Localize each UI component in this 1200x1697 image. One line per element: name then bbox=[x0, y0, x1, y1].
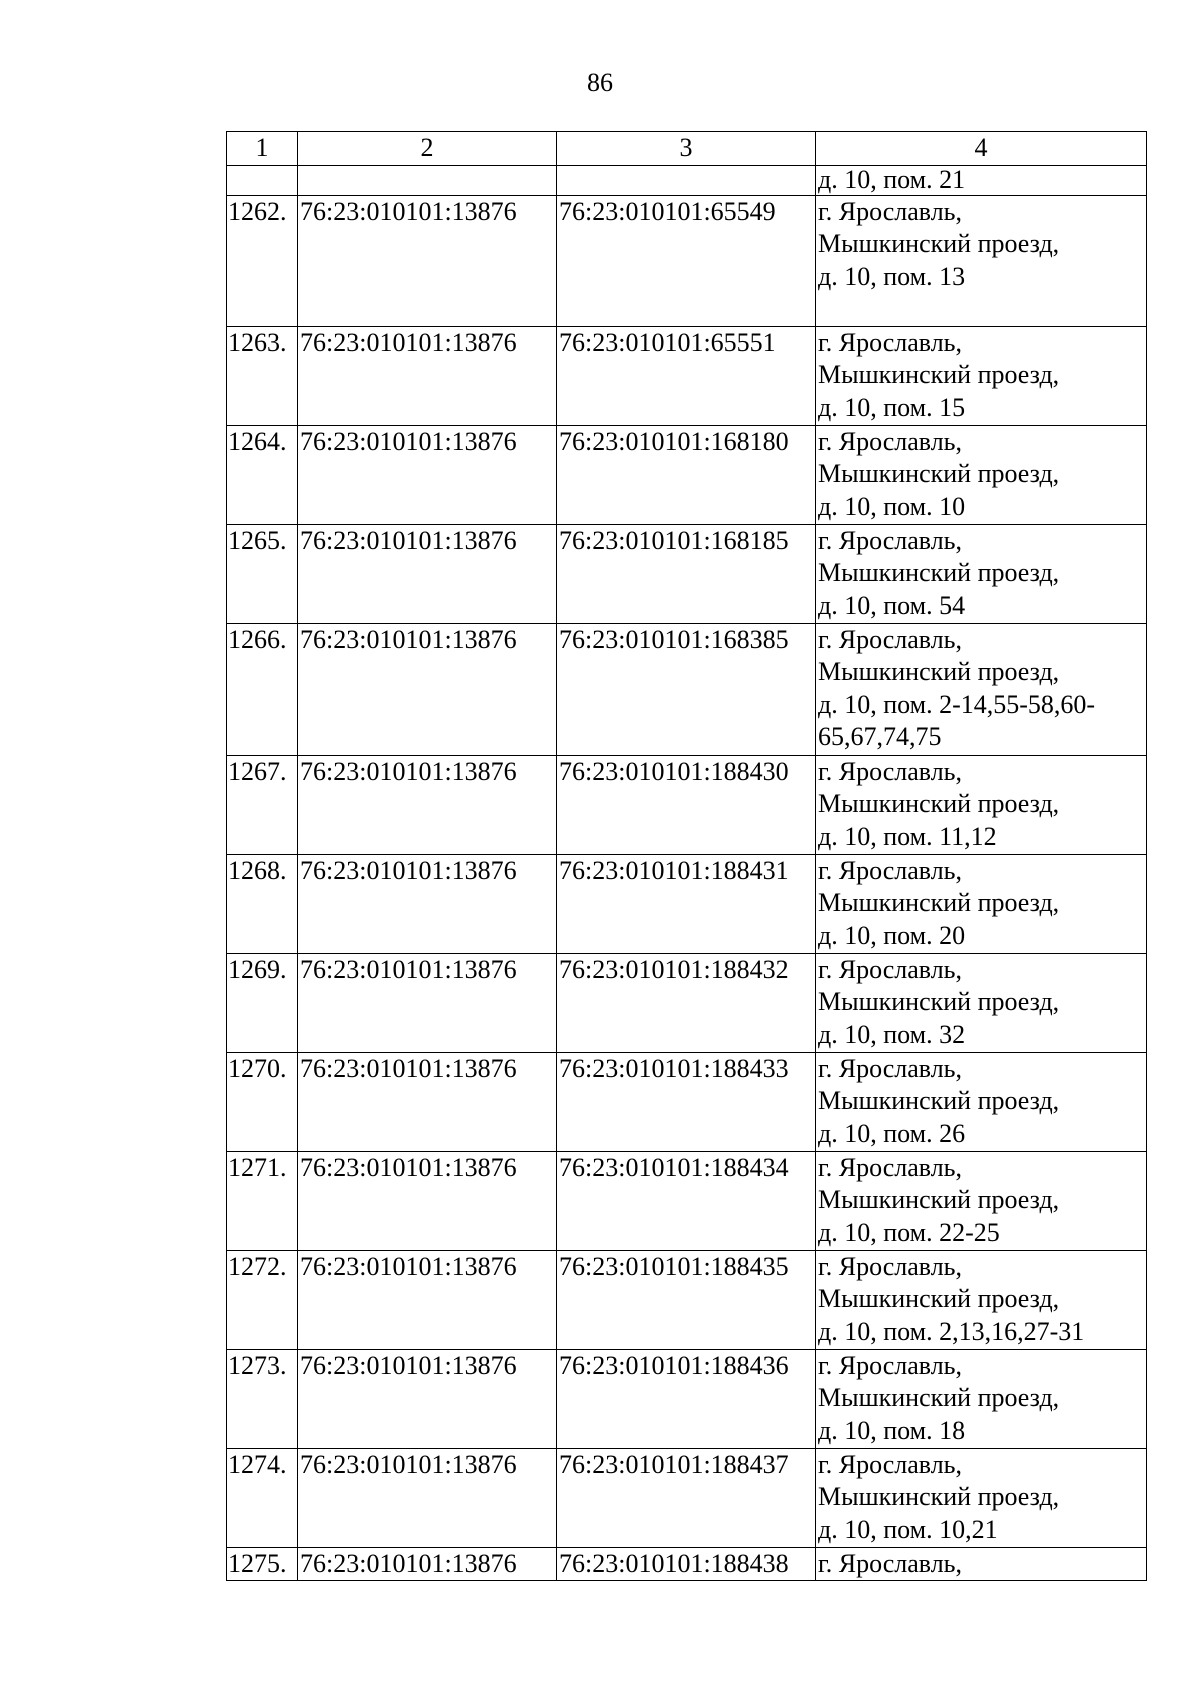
object-cadastral-number: 76:23:010101:168185 bbox=[557, 524, 816, 623]
parcel-cadastral-number: 76:23:010101:13876 bbox=[298, 1349, 557, 1448]
table-row bbox=[227, 953, 1147, 1052]
parcel-cadastral-number: 76:23:010101:13876 bbox=[298, 195, 557, 326]
parcel-cadastral-number: 76:23:010101:13876 bbox=[298, 1250, 557, 1349]
address: г. Ярославль, Мышкинский проезд, д. 10, пом. 11,12 bbox=[816, 755, 1147, 854]
table-row bbox=[227, 1448, 1147, 1547]
object-cadastral-number: 76:23:010101:188437 bbox=[557, 1448, 816, 1547]
table-row bbox=[227, 1547, 1147, 1581]
object-cadastral-number: 76:23:010101:188438 bbox=[557, 1547, 816, 1581]
object-cadastral-number: 76:23:010101:65551 bbox=[557, 326, 816, 425]
row-number: 1262. bbox=[227, 195, 298, 326]
parcel-cadastral-number: 76:23:010101:13876 bbox=[298, 755, 557, 854]
object-cadastral-number: 76:23:010101:188433 bbox=[557, 1052, 816, 1151]
table-row bbox=[227, 524, 1147, 623]
row-number: 1272. bbox=[227, 1250, 298, 1349]
object-cadastral-number: 76:23:010101:168180 bbox=[557, 425, 816, 524]
row-number bbox=[227, 165, 298, 195]
parcel-cadastral-number bbox=[298, 165, 557, 195]
row-number: 1263. bbox=[227, 326, 298, 425]
address: г. Ярославль, bbox=[816, 1547, 1147, 1581]
parcel-cadastral-number: 76:23:010101:13876 bbox=[298, 854, 557, 953]
row-number: 1274. bbox=[227, 1448, 298, 1547]
header-row bbox=[227, 132, 1147, 166]
object-cadastral-number: 76:23:010101:188434 bbox=[557, 1151, 816, 1250]
column-header-2: 2 bbox=[298, 132, 557, 166]
column-header-3: 3 bbox=[557, 132, 816, 166]
row-number: 1268. bbox=[227, 854, 298, 953]
row-number: 1271. bbox=[227, 1151, 298, 1250]
table-header bbox=[227, 132, 1147, 166]
object-cadastral-number: 76:23:010101:188430 bbox=[557, 755, 816, 854]
table-row bbox=[227, 854, 1147, 953]
parcel-cadastral-number: 76:23:010101:13876 bbox=[298, 953, 557, 1052]
parcel-cadastral-number: 76:23:010101:13876 bbox=[298, 1448, 557, 1547]
page-number: 86 bbox=[587, 68, 613, 97]
parcel-cadastral-number: 76:23:010101:13876 bbox=[298, 1052, 557, 1151]
table-row bbox=[227, 755, 1147, 854]
table-row bbox=[227, 1151, 1147, 1250]
row-number: 1266. bbox=[227, 623, 298, 755]
object-cadastral-number: 76:23:010101:188436 bbox=[557, 1349, 816, 1448]
address: г. Ярославль, Мышкинский проезд, д. 10, пом. 2,13,16,27-31 bbox=[816, 1250, 1147, 1349]
table-row bbox=[227, 425, 1147, 524]
parcel-cadastral-number: 76:23:010101:13876 bbox=[298, 1547, 557, 1581]
address: г. Ярославль, Мышкинский проезд, д. 10, пом. 10,21 bbox=[816, 1448, 1147, 1547]
address: г. Ярославль, Мышкинский проезд, д. 10, пом. 26 bbox=[816, 1052, 1147, 1151]
row-number: 1275. bbox=[227, 1547, 298, 1581]
table-row bbox=[227, 1349, 1147, 1448]
table-row bbox=[227, 326, 1147, 425]
table-row bbox=[227, 1250, 1147, 1349]
address: г. Ярославль, Мышкинский проезд, д. 10, пом. 2-14,55-58,60- 65,67,74,75 bbox=[816, 623, 1147, 755]
address: г. Ярославль, Мышкинский проезд, д. 10, пом. 22-25 bbox=[816, 1151, 1147, 1250]
row-number: 1267. bbox=[227, 755, 298, 854]
address: г. Ярославль, Мышкинский проезд, д. 10, пом. 13 bbox=[816, 195, 1147, 326]
object-cadastral-number bbox=[557, 165, 816, 195]
column-header-4: 4 bbox=[816, 132, 1147, 166]
parcel-cadastral-number: 76:23:010101:13876 bbox=[298, 1151, 557, 1250]
registry-table bbox=[226, 131, 1147, 1581]
address: г. Ярославль, Мышкинский проезд, д. 10, пом. 15 bbox=[816, 326, 1147, 425]
table-row bbox=[227, 1052, 1147, 1151]
row-number: 1273. bbox=[227, 1349, 298, 1448]
row-number: 1264. bbox=[227, 425, 298, 524]
table-row bbox=[227, 165, 1147, 195]
address: г. Ярославль, Мышкинский проезд, д. 10, пом. 20 bbox=[816, 854, 1147, 953]
row-number: 1269. bbox=[227, 953, 298, 1052]
parcel-cadastral-number: 76:23:010101:13876 bbox=[298, 623, 557, 755]
address: г. Ярославль, Мышкинский проезд, д. 10, пом. 54 bbox=[816, 524, 1147, 623]
table-row bbox=[227, 195, 1147, 326]
table-body bbox=[227, 165, 1147, 1581]
object-cadastral-number: 76:23:010101:168385 bbox=[557, 623, 816, 755]
address: г. Ярославль, Мышкинский проезд, д. 10, пом. 18 bbox=[816, 1349, 1147, 1448]
row-number: 1265. bbox=[227, 524, 298, 623]
object-cadastral-number: 76:23:010101:65549 bbox=[557, 195, 816, 326]
parcel-cadastral-number: 76:23:010101:13876 bbox=[298, 326, 557, 425]
object-cadastral-number: 76:23:010101:188432 bbox=[557, 953, 816, 1052]
row-number: 1270. bbox=[227, 1052, 298, 1151]
table-row bbox=[227, 623, 1147, 755]
address: д. 10, пом. 21 bbox=[816, 165, 1147, 195]
column-header-1: 1 bbox=[227, 132, 298, 166]
object-cadastral-number: 76:23:010101:188435 bbox=[557, 1250, 816, 1349]
parcel-cadastral-number: 76:23:010101:13876 bbox=[298, 425, 557, 524]
object-cadastral-number: 76:23:010101:188431 bbox=[557, 854, 816, 953]
address: г. Ярославль, Мышкинский проезд, д. 10, пом. 32 bbox=[816, 953, 1147, 1052]
address: г. Ярославль, Мышкинский проезд, д. 10, пом. 10 bbox=[816, 425, 1147, 524]
parcel-cadastral-number: 76:23:010101:13876 bbox=[298, 524, 557, 623]
